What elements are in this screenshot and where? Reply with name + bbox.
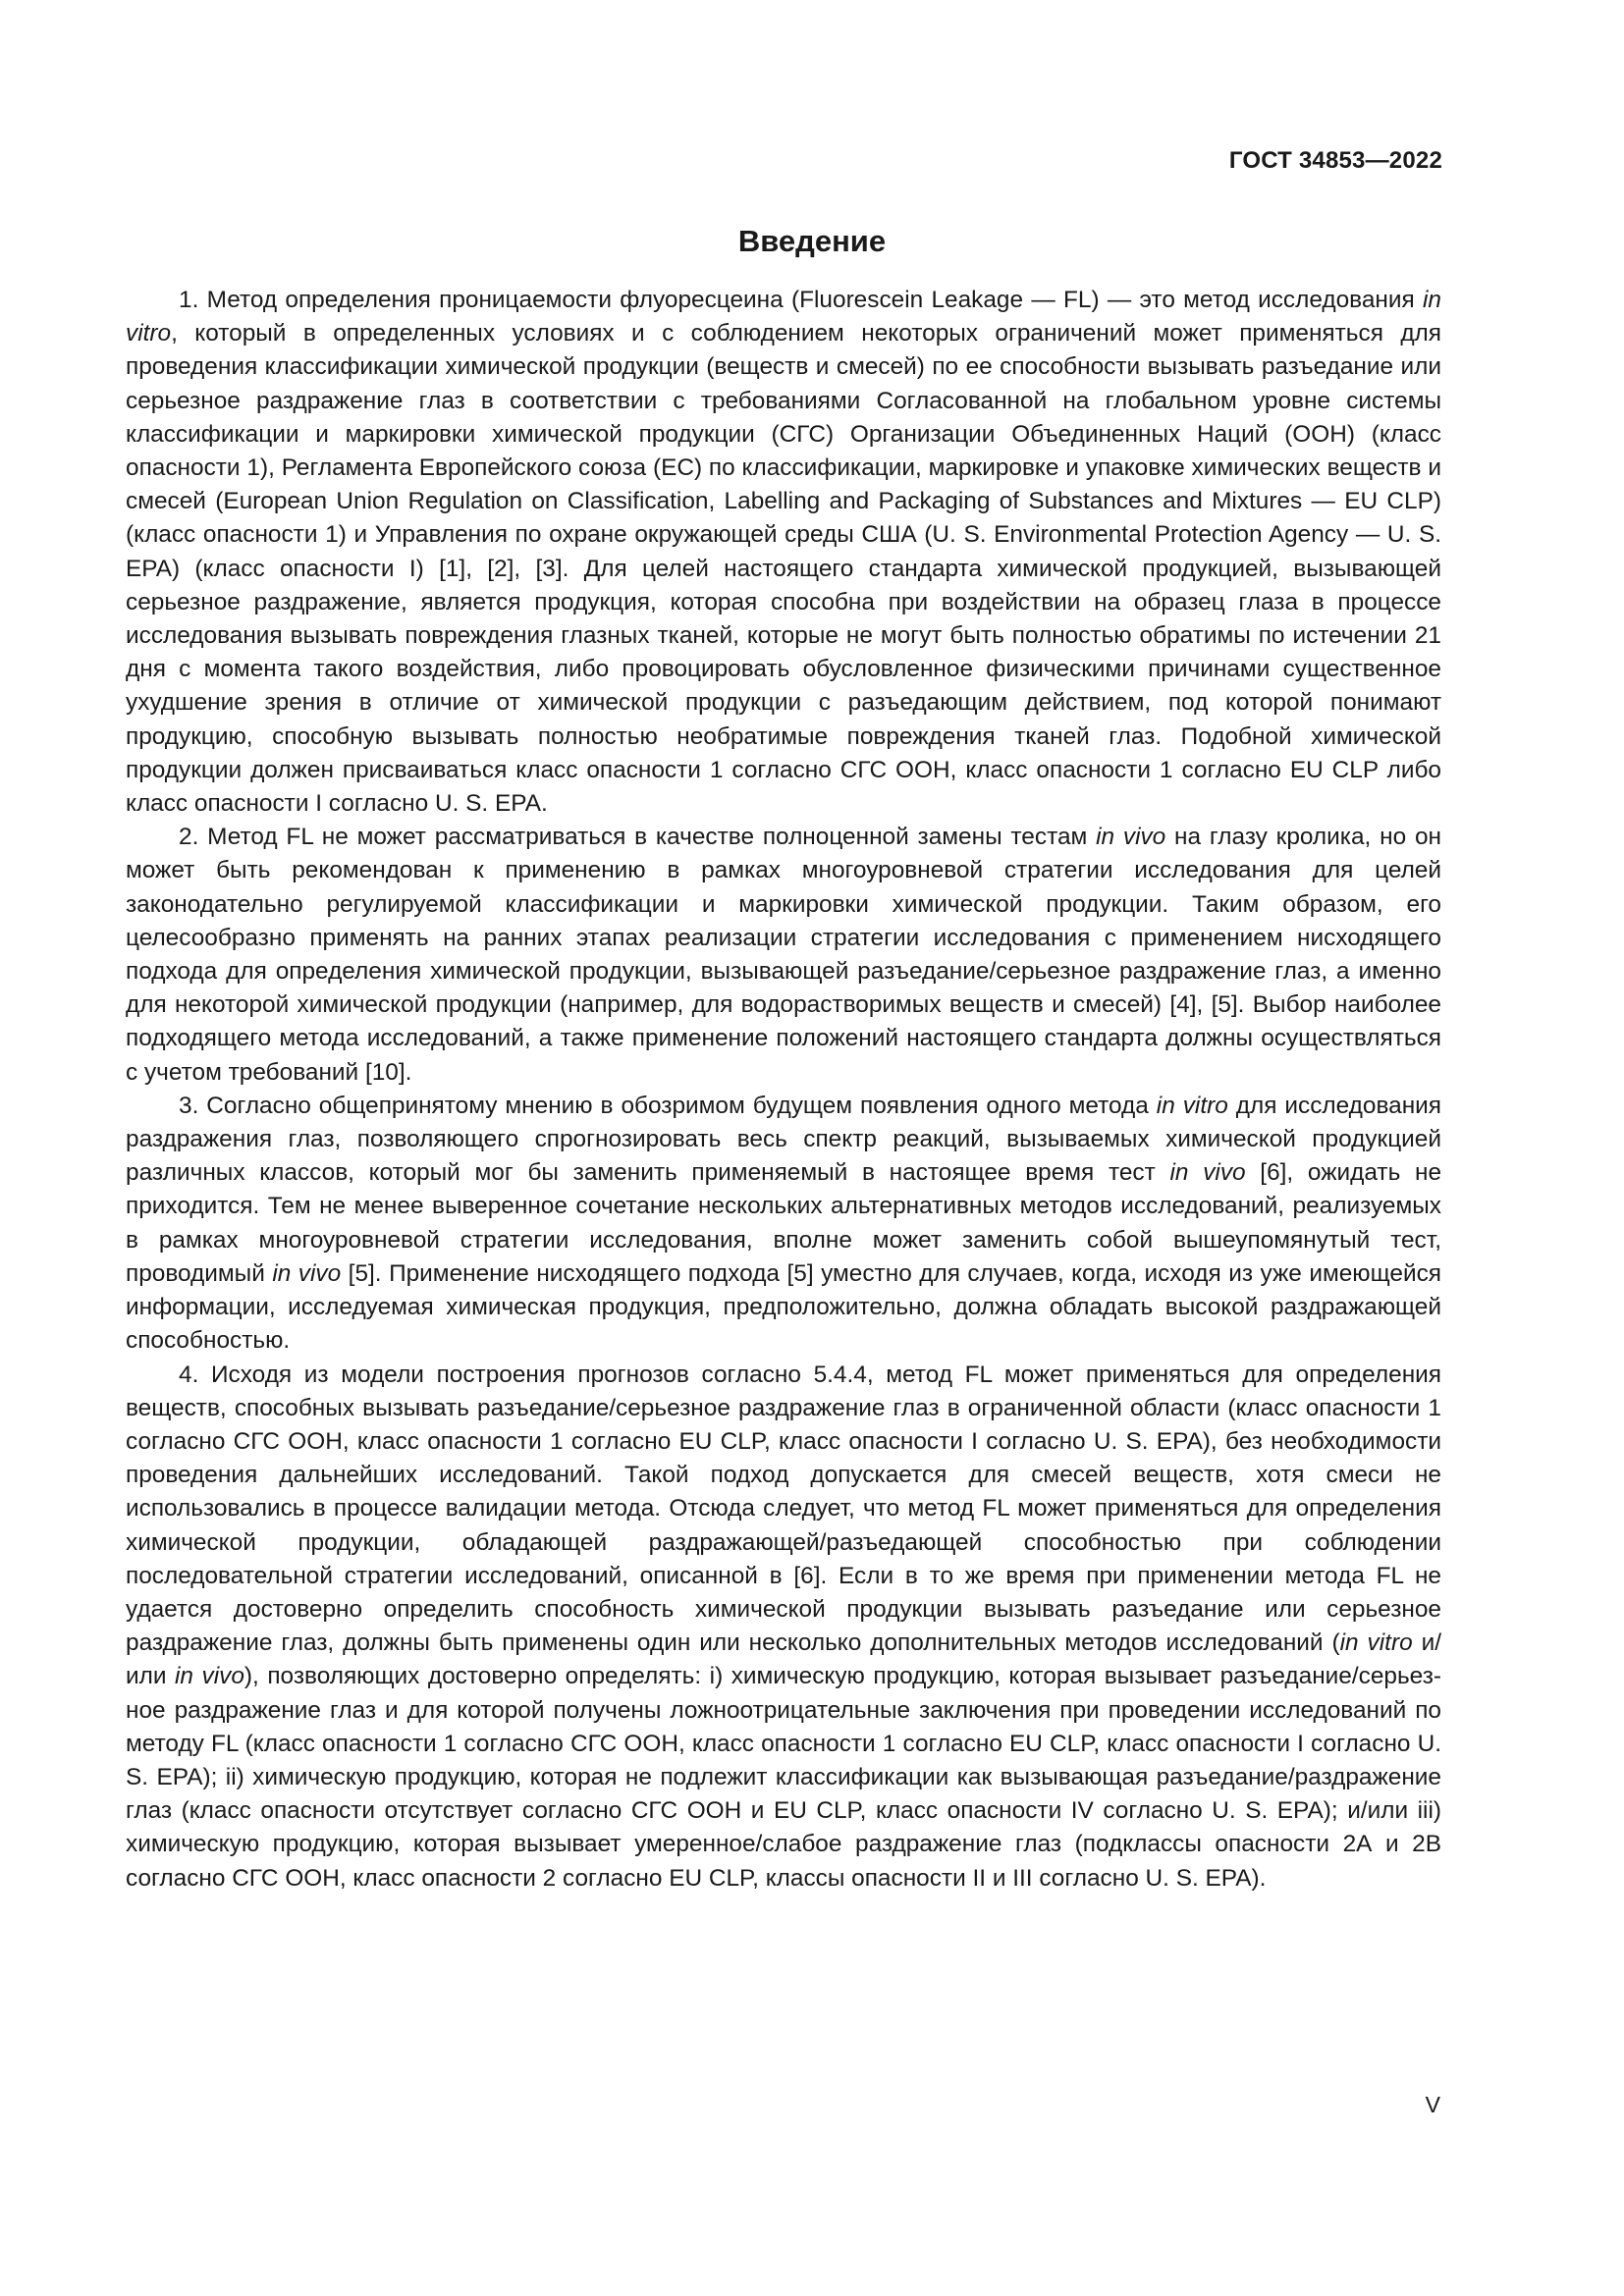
italic-term: in vivo bbox=[1096, 824, 1166, 851]
paragraph-text: , который в определенных условиях и с соблюдением некоторых ограничений может применяться для проведения классификации химической продукции (веществ и смесей) по ее способности вызывать разъедание или серьезное раздражение глаз в соответствии с требованиями Согласованной на глобальном уровне системы классификации и маркировки химической продукции (СГС) Организации Объединенных Наций (ООН) (класс опасности 1), Регламента Европейского союза (ЕС) по классификации, маркировке и упаковке химических веществ и смесей (European Union Regulation on Classification, Labelling and Packaging of Substances and Mixtures — EU CLP) (класс опасности 1) и Управления по охране окружающей среды США (U. S. Environmental Protection Agency — U. S. EPA) (класс опасности I) [1], [2], [3]. Для целей настоящего стандарта химической продукцией, вызывающей серьезное раздражение, является продукция, которая способна при воздействии на образец глаза в процессе исследования вызывать повреждения глазных тканей, которые не могут быть полностью обратимы по истечении 21 дня с момента такого воздействия, либо провоцировать обусловленное физическими причинами существенное ухудшение зрения в отличие от химической продукции с разъедающим действием, под которой понимают продукцию, способную вызывать полностью необратимые повреждения тканей глаз. Подобной химической продукции должен присваиваться класс опасности 1 согласно СГС ООН, класс опасности 1 согласно EU CLP либо класс опасности I согласно U. S. EPA. bbox=[126, 320, 1441, 818]
paragraph-1 bbox=[126, 284, 1441, 821]
italic-term: in vivo bbox=[1169, 1159, 1246, 1187]
paragraph-text: 2. Метод FL не может рассматриваться в качестве полноценной замены тестам bbox=[179, 824, 1097, 851]
page-number: V bbox=[1425, 2092, 1440, 2117]
paragraph-text: [5]. Применение нисходящего подхода [5] уместно для случаев, когда, исходя из уже имеющейся информации, исследуемая химическая продукция, предположительно, должна обладать высокой раздражающей способностью. bbox=[126, 1259, 1441, 1355]
italic-term: in vivo bbox=[175, 1663, 244, 1690]
paragraph-text: для исследования раздражения глаз, позволяющего спрогнозировать весь спектр реакций, вызываемых химической продукцией различных классов, который мог бы заменить применяемый в настоящее время тест bbox=[126, 1092, 1441, 1187]
paragraph-text: 1. Метод определения проницаемости флуоресцеина (Fluorescein Leakage — FL) — это метод исследования bbox=[179, 287, 1424, 313]
paragraph-text: 4. Исходя из модели построения прогнозов согласно 5.4.4, метод FL может применяться для определения веществ, способных вызывать разъедание/серьезное раздражение глаз в ограниченной области (класс опасности 1 согласно СГС ООН, класс опасности 1 согласно EU CLP, класс опасности I согласно U. S. EPA), без необходимости проведения дальнейших исследований. Такой подход допускается для смесей веществ, хотя смеси не использовались в процессе валидации метода. Отсюда следует, что метод FL может применяться для определения химической продукции, обладающей раздражающей/разъедающей способностью при соблюдении последовательной стратегии исследований, описанной в [6]. Если в то же время при применении метода FL не удается достоверно определить способность химической продукции вызывать разъедание или серьезное раздражение глаз, должны быть применены один или несколько дополнительных методов исследований ( bbox=[126, 1361, 1441, 1657]
italic-term: in vitro bbox=[1339, 1629, 1413, 1657]
paragraph-text: и/или bbox=[126, 1629, 1441, 1690]
section-title: Введение bbox=[737, 224, 887, 258]
paragraph-text: 3. Согласно общепринятому мнению в обозримом будущем появления одного метода bbox=[179, 1092, 1157, 1119]
paragraph-text: на глазу кролика, но он может быть рекомендован к применению в рамках многоуровневой стратегии исследования для целей законодательно регулируемой классификации и маркировки химической продукции. Таким образом, его целесообразно применять на ранних этапах реализации стратегии исследования с применением нисходящего подхода для определения химической продукции, вызывающей разъедание/серьезное раздражение глаз, а именно для некоторой химической продукции (например, для водорастворимых веществ и смесей) [4], [5]. Выбор наиболее подходящего метода исследований, а также применение положений настоящего стандарта должны осуществляться с учетом требований [10]. bbox=[126, 824, 1441, 1086]
paragraph-4 bbox=[126, 1359, 1441, 1896]
introduction-body bbox=[126, 284, 1441, 1896]
italic-term: in vitro bbox=[126, 287, 1441, 347]
paragraph-text: ), позволяющих достоверно определять: i) химическую продукцию, которая вызывает разъедание/серьезное раздражение глаз и для которой получены ложноотрицательные заключения при проведении исследований по методу FL (класс опасности 1 согласно СГС ООН, класс опасности 1 согласно EU CLP, класс опасности I согласно U. S. EPA); ii) химическую продукцию, которая не подлежит классификации как вызывающая разъедание/раздражение глаз (класс опасности отсутствует согласно СГС ООН и EU CLP, класс опасности IV согласно U. S. EPA); и/или iii) химическую продукцию, которая вызывает умеренное/слабое раздражение глаз (подклассы опасности 2А и 2В согласно СГС ООН, класс опасности 2 согласно EU CLP, классы опасности II и III согласно U. S. EPA). bbox=[126, 1663, 1441, 1892]
paragraph-2 bbox=[126, 821, 1441, 1090]
paragraph-text: [6], ожидать не приходится. Тем не менее выверенное сочетание нескольких альтернативных методов исследований, реализуемых в рамках многоуровневой стратегии исследования, вполне может заменить собой вышеупомянутый тест, проводимый bbox=[126, 1159, 1442, 1287]
standard-number-header: ГОСТ 34853—2022 bbox=[1228, 147, 1442, 174]
paragraph-3 bbox=[126, 1090, 1441, 1359]
italic-term: in vitro bbox=[1156, 1092, 1228, 1119]
italic-term: in vivo bbox=[272, 1259, 342, 1287]
